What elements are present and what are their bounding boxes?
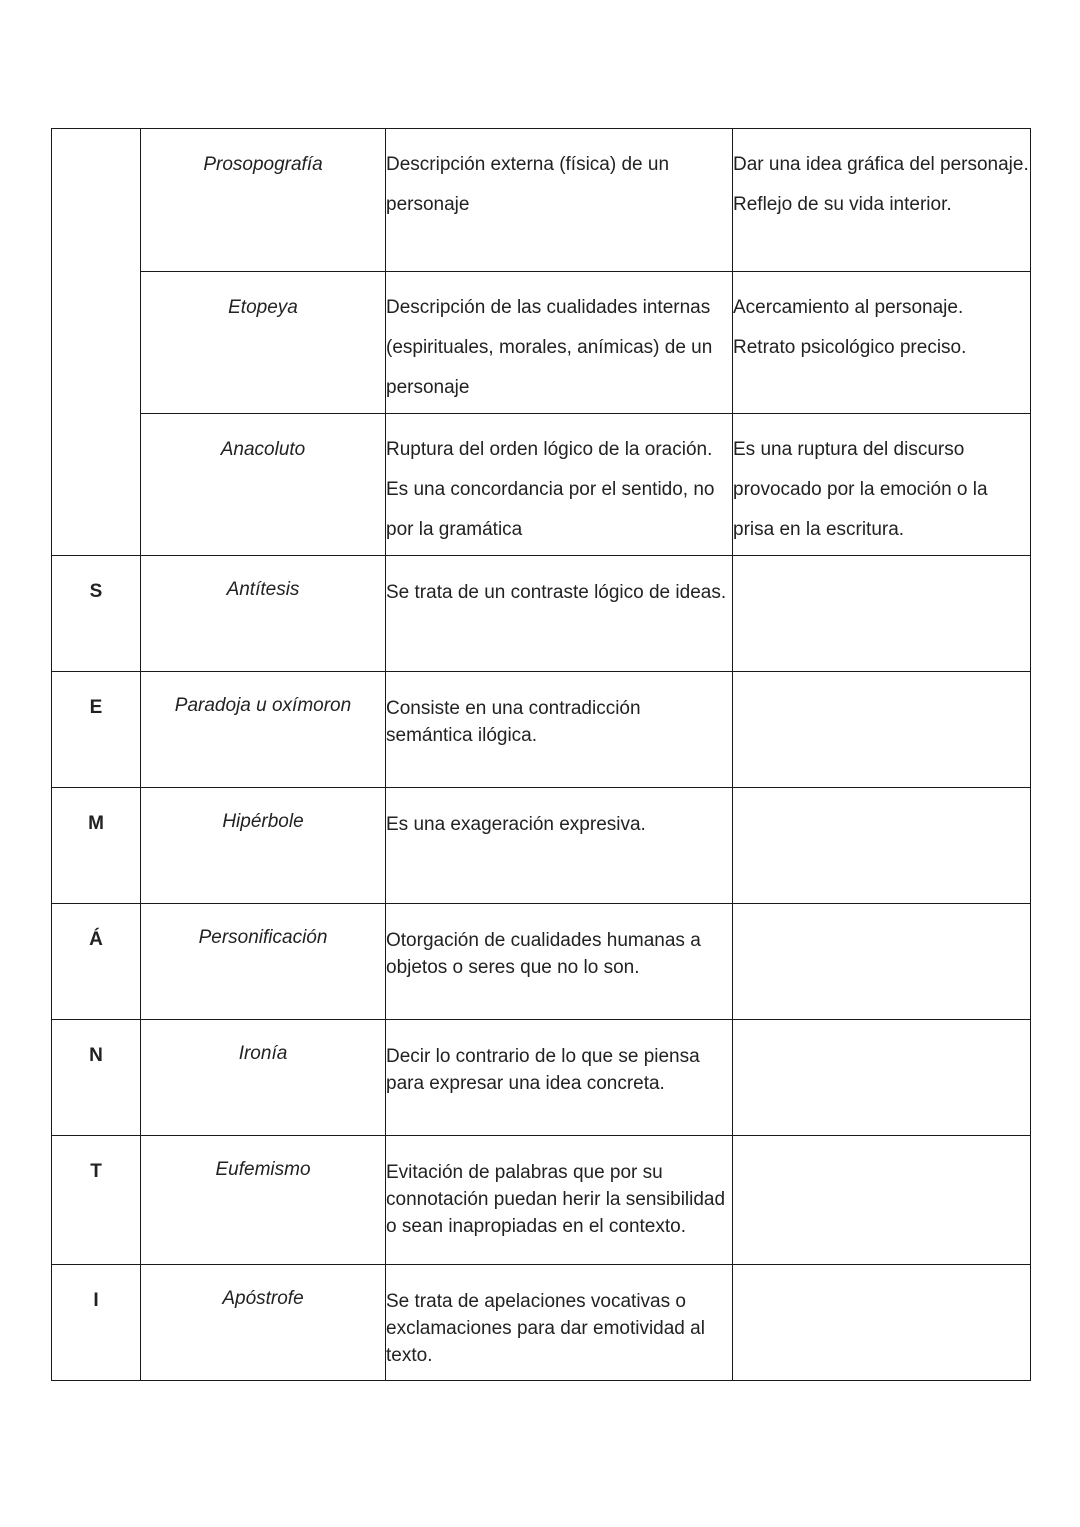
figure-effect: Acercamiento al personaje. Retrato psicológico preciso. — [733, 272, 1031, 414]
figure-name: Eufemismo — [141, 1136, 386, 1265]
table-row — [52, 1136, 1031, 1265]
figure-definition: Ruptura del orden lógico de la oración. Es una concordancia por el sentido, no por la gramática — [386, 414, 733, 556]
figure-effect: Es una ruptura del discurso provocado por la emoción o la prisa en la escritura. — [733, 414, 1031, 556]
figure-definition: Consiste en una contradicción semántica ilógica. — [386, 672, 733, 788]
rhetorical-figures-table — [51, 128, 1031, 1381]
figure-definition: Descripción de las cualidades internas (espirituales, morales, anímicas) de un personaje — [386, 272, 733, 414]
category-letter: Á — [52, 904, 141, 1020]
figure-effect — [733, 788, 1031, 904]
category-letter: N — [52, 1020, 141, 1136]
figure-effect: Dar una idea gráfica del personaje. Reflejo de su vida interior. — [733, 129, 1031, 272]
figure-name: Personificación — [141, 904, 386, 1020]
figure-effect — [733, 672, 1031, 788]
table-row — [52, 904, 1031, 1020]
category-letter: M — [52, 788, 141, 904]
table-row — [52, 272, 1031, 414]
table-row — [52, 1020, 1031, 1136]
figure-definition: Evitación de palabras que por su connotación puedan herir la sensibilidad o sean inapropiadas en el contexto. — [386, 1136, 733, 1265]
figure-definition: Es una exageración expresiva. — [386, 788, 733, 904]
category-letter: S — [52, 556, 141, 672]
figure-effect — [733, 1020, 1031, 1136]
figure-name: Ironía — [141, 1020, 386, 1136]
figure-definition: Descripción externa (física) de un personaje — [386, 129, 733, 272]
table-row — [52, 129, 1031, 272]
table-row — [52, 788, 1031, 904]
category-letter-cell — [52, 129, 141, 556]
figure-name: Anacoluto — [141, 414, 386, 556]
figure-name: Prosopografía — [141, 129, 386, 272]
category-letter: E — [52, 672, 141, 788]
figure-effect — [733, 556, 1031, 672]
figure-effect — [733, 904, 1031, 1020]
figure-definition: Otorgación de cualidades humanas a objetos o seres que no lo son. — [386, 904, 733, 1020]
table-row — [52, 414, 1031, 556]
table-row — [52, 672, 1031, 788]
figure-name: Etopeya — [141, 272, 386, 414]
category-letter: T — [52, 1136, 141, 1265]
table-row — [52, 556, 1031, 672]
figure-definition: Se trata de un contraste lógico de ideas. — [386, 556, 733, 672]
figure-name: Hipérbole — [141, 788, 386, 904]
category-letter: I — [52, 1265, 141, 1381]
figure-effect — [733, 1265, 1031, 1381]
figure-name: Apóstrofe — [141, 1265, 386, 1381]
figure-effect — [733, 1136, 1031, 1265]
figure-name: Antítesis — [141, 556, 386, 672]
figure-name: Paradoja u oxímoron — [141, 672, 386, 788]
figure-definition: Se trata de apelaciones vocativas o exclamaciones para dar emotividad al texto. — [386, 1265, 733, 1381]
table-row — [52, 1265, 1031, 1381]
figure-definition: Decir lo contrario de lo que se piensa para expresar una idea concreta. — [386, 1020, 733, 1136]
